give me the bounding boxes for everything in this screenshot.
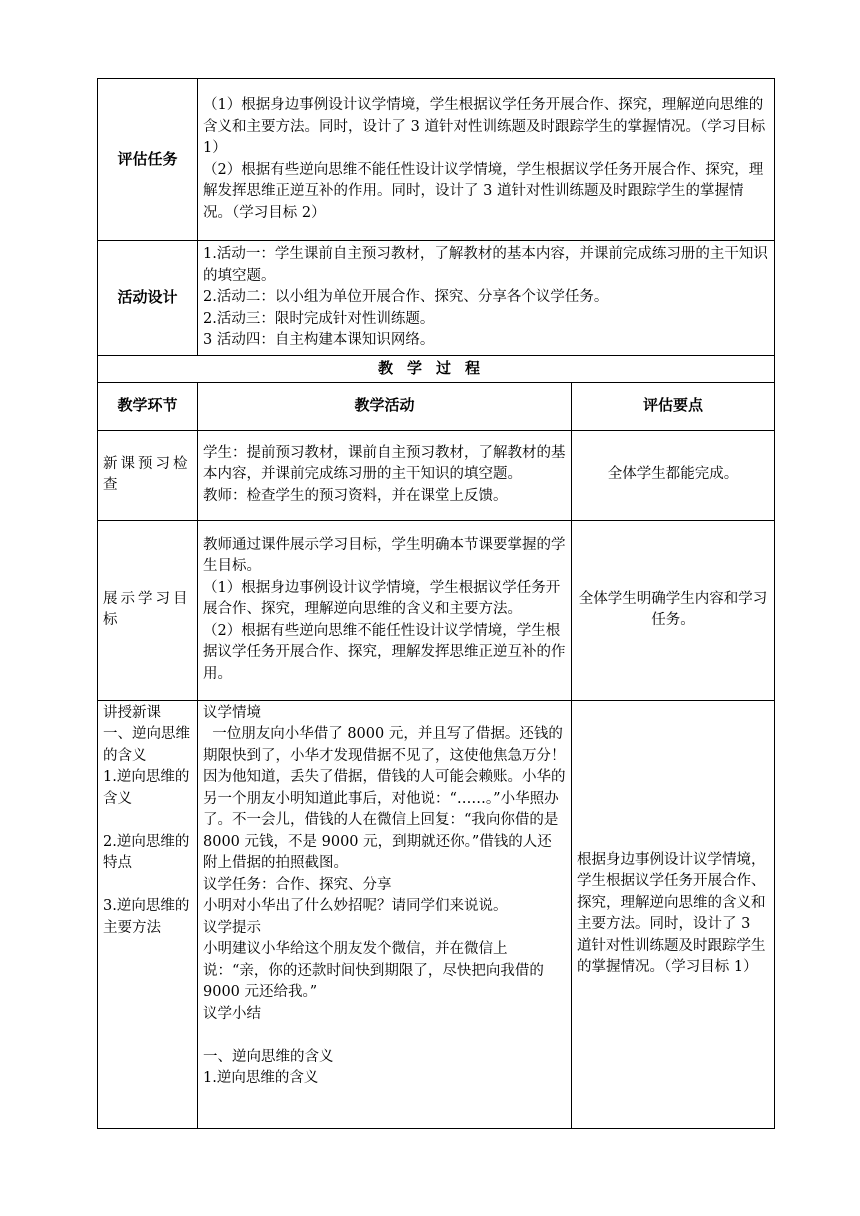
- header-activity: 教学活动: [198, 382, 572, 430]
- stage-line: 1.逆向思维的含义: [103, 769, 190, 807]
- stage-line: 讲授新课: [103, 704, 161, 721]
- eval-task-line: （2）根据有些逆向思维不能任性设计议学情境，学生根据议学任务开展合作、探究，理解发挥思维正逆互补的作用。同时，设计了 3 道针对性训练题及时跟踪学生的掌握情况。（学习目标 2）: [203, 161, 764, 221]
- activity-cell: [198, 700, 572, 1128]
- lesson-plan-table: [97, 78, 775, 1129]
- activity-line: 2.活动二：以小组为单位开展合作、探究、分享各个议学任务。: [203, 289, 609, 306]
- process-row-preview: [98, 430, 775, 520]
- activity-cell: [198, 430, 572, 520]
- activity-spacer: [203, 1025, 566, 1047]
- activity-line: 3 活动四：自主构建本课知识网络。: [203, 332, 435, 349]
- stage-line: 一、逆向思维的含义: [103, 726, 190, 764]
- activity-cell: [198, 520, 572, 700]
- activity-text: 学生：提前预习教材，课前自主预习教材，了解教材的基本内容，并课前完成练习册的主干知识的填空题。: [203, 444, 566, 483]
- process-row-lecture: [98, 700, 775, 1128]
- activity-design-row: [98, 241, 775, 356]
- stage-cell: 展示学习目标: [98, 520, 198, 700]
- activity-text: 一位朋友向小华借了 8000 元，并且写了借据。还钱的期限快到了，小华才发现借据不见了，这使他焦急万分！因为他知道，丢失了借据，借钱的人可能会赖账。小华的另一个朋友小明知道此事后，对他说：“……。”小华照办了。不一会儿，借钱的人在微信上回复：“我向你借的是 8000 元钱，不是 9000 元，到期就还你。”借钱的人还附上借据的拍照截图。: [203, 726, 566, 871]
- activity-text: （2）根据有些逆向思维不能任性设计议学情境，学生根据议学任务开展合作、探究，理解发挥思维正逆互补的作用。: [203, 622, 566, 682]
- activity-text: 议学小结: [203, 1005, 261, 1022]
- activity-text: 小明对小华出了什么妙招呢？请同学们来说说。: [203, 898, 508, 914]
- eval-task-line: （1）根据身边事例设计议学情境，学生根据议学任务开展合作、探究，理解逆向思维的含义和主要方法。同时，设计了 3 道针对性训练题及时跟踪学生的掌握情况。（学习目标 1）: [203, 97, 766, 156]
- process-row-goals: [98, 520, 775, 700]
- stage-cell: [98, 700, 198, 1128]
- activity-text: 教师通过课件展示学习目标，学生明确本节课要掌握的学生目标。: [203, 536, 566, 575]
- stage-cell: 新课预习检查: [98, 430, 198, 520]
- header-stage: 教学环节: [98, 382, 198, 430]
- activity-design-label: 活动设计: [98, 241, 198, 356]
- activity-line: 2.活动三：限时完成针对性训练题。: [203, 310, 435, 327]
- lesson-plan: [97, 78, 774, 1129]
- process-title: 教学过程: [98, 356, 775, 383]
- activity-text: 1.逆向思维的含义: [203, 1070, 319, 1086]
- activity-text: 小明建议小华给这个朋友发个微信，并在微信上说：“亲，你的还款时间快到期限了，尽快把向我借的 9000 元还给我。”: [203, 941, 544, 1000]
- eval-task-label: 评估任务: [98, 79, 198, 241]
- activity-text: 议学情境: [203, 704, 261, 721]
- eval-task-content: [198, 79, 775, 241]
- activity-text: （1）根据身边事例设计议学情境，学生根据议学任务开展合作、探究，理解逆向思维的含义和主要方法。: [203, 579, 561, 618]
- stage-line: 3.逆向思维的主要方法: [103, 898, 190, 936]
- activity-text: 议学提示: [203, 919, 261, 936]
- eval-task-row: [98, 79, 775, 241]
- activity-line: 1.活动一：学生课前自主预习教材，了解教材的基本内容，并课前完成练习册的主干知识的填空题。: [203, 246, 768, 284]
- stage-spacer: [103, 810, 192, 832]
- process-title-row: [98, 356, 775, 383]
- process-header-row: [98, 382, 775, 430]
- activity-design-content: [198, 241, 775, 356]
- stage-spacer: [103, 875, 192, 897]
- activity-text: 议学任务：合作、探究、分享: [203, 876, 392, 893]
- point-cell: 全体学生明确学生内容和学习任务。: [572, 520, 775, 700]
- header-point: 评估要点: [572, 382, 775, 430]
- stage-line: 2.逆向思维的特点: [103, 833, 190, 871]
- activity-text: 一、逆向思维的含义: [203, 1048, 334, 1065]
- activity-text: 教师：检查学生的预习资料，并在课堂上反馈。: [203, 487, 508, 504]
- point-cell: 根据身边事例设计议学情境，学生根据议学任务开展合作、探究，理解逆向思维的含义和主要方法。同时，设计了 3 道针对性训练题及时跟踪学生的掌握情况。（学习目标 1）: [572, 700, 775, 1128]
- point-cell: 全体学生都能完成。: [572, 430, 775, 520]
